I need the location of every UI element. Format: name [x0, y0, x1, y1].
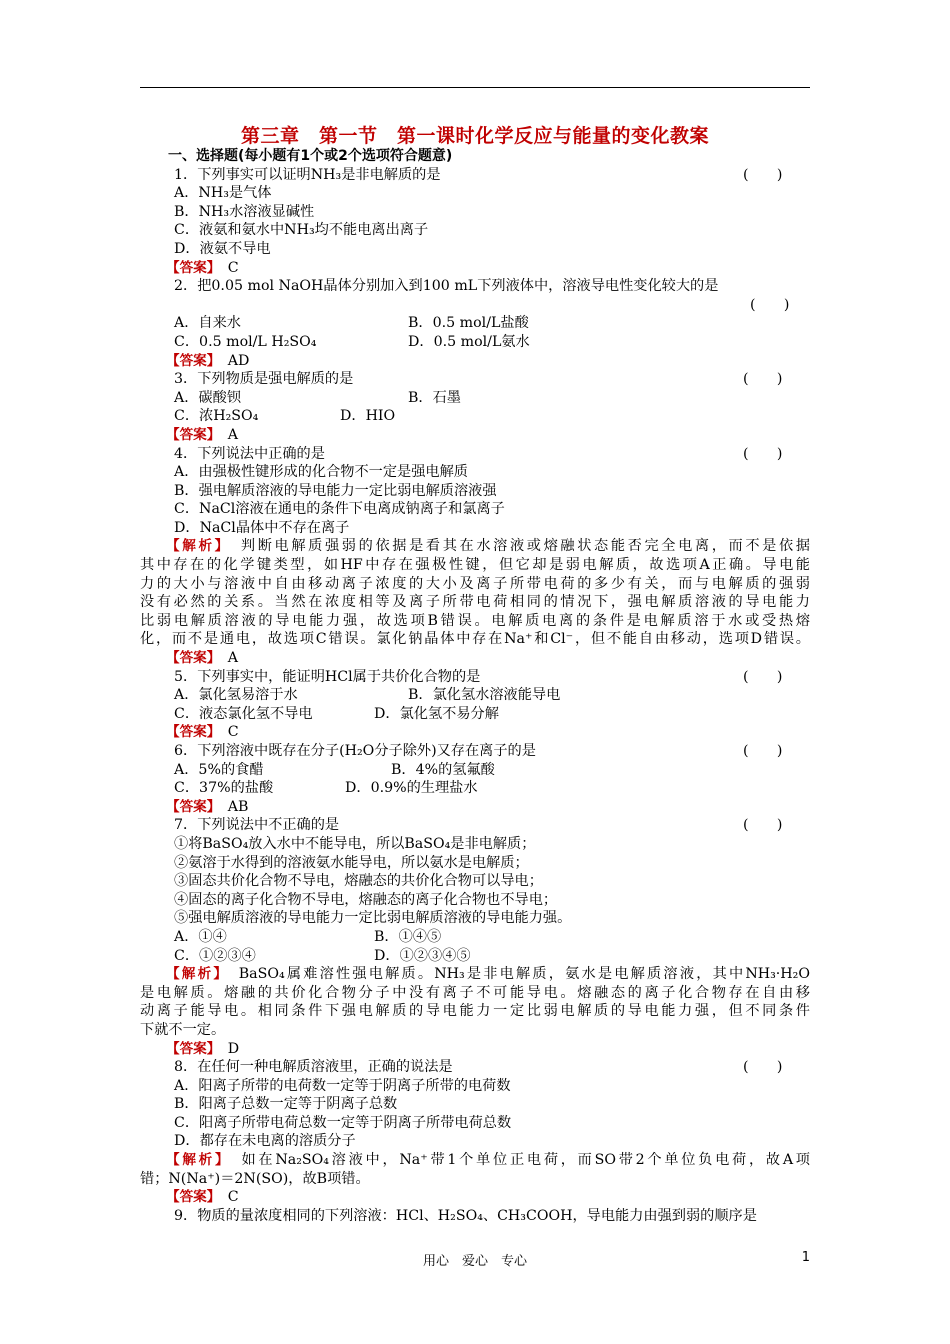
question-5-options-ab: A．氯化氢易溶于水 B．氯化氢水溶液能导电: [174, 687, 561, 704]
question-9-stem: 9．物质的量浓度相同的下列溶液：HCl、H₂SO₄、CH₃COOH，导电能力由强到弱的顺序是: [174, 1207, 757, 1224]
question-3-stem: 3．下列物质是强电解质的是 ( ): [174, 371, 783, 388]
question-4-analysis-line-3: 力的大小与溶液中自由移动离子浓度的大小及离子所带电荷的多少有关，而与电解质的强弱: [140, 575, 810, 592]
question-1-stem: 1．下列事实可以证明NH₃是非电解质的是 ( ): [174, 166, 783, 183]
question-6-answer: 【答案】 AB: [166, 798, 249, 815]
question-6-options-ab: A．5%的食醋 B．4%的氢氟酸: [174, 761, 495, 778]
question-4-option-d: D．NaCl晶体中不存在离子: [174, 519, 350, 536]
question-4-answer: 【答案】 A: [166, 650, 239, 667]
question-4-option-c: C．NaCl溶液在通电的条件下电离成钠离子和氯离子: [174, 501, 505, 518]
section-heading: 一、选择题(每小题有1个或2个选项符合题意): [168, 148, 453, 164]
question-8-option-d: D．都存在未电离的溶质分子: [174, 1133, 356, 1150]
question-7-options-cd: C．①②③④ D．①②③④⑤: [174, 947, 471, 964]
question-4-stem: 4．下列说法中正确的是 ( ): [174, 445, 783, 462]
page-title: 第三章 第一节 第一课时化学反应与能量的变化教案: [240, 125, 709, 147]
question-7-options-ab: A．①④ B．①④⑤: [174, 928, 442, 945]
question-1-option-c: C．液氨和氨水中NH₃均不能电离出离子: [174, 222, 429, 239]
question-8-analysis-line-1: 【解析】 如在Na₂SO₄溶液中，Na⁺带1个单位正电荷，而SO带2个单位负电荷，故A项: [166, 1152, 810, 1169]
question-1-option-a: A．NH₃是气体: [174, 185, 272, 202]
question-4-option-b: B．强电解质溶液的导电能力一定比弱电解质溶液强: [174, 482, 497, 499]
question-5-options-cd: C．液态氯化氢不导电 D．氯化氢不易分解: [174, 705, 499, 722]
question-7-answer: 【答案】 D: [166, 1040, 240, 1057]
question-4-analysis-line-6: 化，而不是通电，故选项C错误。氯化钠晶体中存在Na⁺和Cl⁻，但不能自由移动，选项D错误。: [140, 631, 810, 648]
question-7-statement-2: ②氨溶于水得到的溶液氨水能导电，所以氨水是电解质；: [174, 854, 529, 871]
question-7-stem: 7．下列说法中不正确的是 ( ): [174, 817, 783, 834]
question-5-stem: 5．下列事实中，能证明HCl属于共价化合物的是 ( ): [174, 668, 783, 685]
question-1-option-b: B．NH₃水溶液显碱性: [174, 203, 315, 220]
question-7-statement-4: ④固态的离子化合物不导电，熔融态的离子化合物也不导电；: [174, 891, 558, 908]
question-8-answer: 【答案】 C: [166, 1189, 239, 1206]
question-2-paren-line: ( ): [750, 296, 790, 313]
question-8-option-b: B．阳离子总数一定等于阴离子总数: [174, 1096, 398, 1113]
question-1-answer: 【答案】 C: [166, 259, 239, 276]
question-2-options-ab: A．自来水 B．0.5 mol/L盐酸: [174, 315, 529, 332]
question-8-analysis-line-2: 错；N(Na⁺)＝2N(SO)，故B项错。: [140, 1170, 370, 1187]
question-3-options-cd: C．浓H₂SO₄ D．HIO: [174, 408, 396, 425]
page-number: 1: [801, 1250, 810, 1265]
document-body: [140, 147, 810, 1225]
question-2-answer: 【答案】 AD: [166, 352, 250, 369]
question-4-analysis-line-1: 【解析】 判断电解质强弱的依据是看其在水溶液或熔融状态能否完全电离，而不是依据: [166, 538, 810, 555]
question-8-option-a: A．阳离子所带的电荷数一定等于阴离子所带的电荷数: [174, 1077, 511, 1094]
question-6-stem: 6．下列溶液中既存在分子(H₂O分子除外)又存在离子的是 ( ): [174, 743, 783, 759]
question-7-analysis-line-4: 下就不一定。: [140, 1021, 226, 1038]
question-7-statement-3: ③固态共价化合物不导电，熔融态的共价化合物可以导电；: [174, 873, 543, 890]
question-4-analysis-line-2: 其中存在的化学键类型，如HF中存在强极性键，但它却是弱电解质，故选项A正确。导电能: [140, 557, 810, 574]
question-8-stem: 8．在任何一种电解质溶液里，正确的说法是 ( ): [174, 1059, 783, 1076]
question-1-option-d: D．液氨不导电: [174, 240, 271, 257]
question-7-statement-5: ⑤强电解质溶液的导电能力一定比弱电解质溶液的导电能力强。: [174, 910, 572, 927]
question-6-options-cd: C．37%的盐酸 D．0.9%的生理盐水: [174, 780, 478, 797]
question-4-analysis-line-4: 没有必然的关系。当然在浓度相等及离子所带电荷相同的情况下，强电解质溶液的导电能力: [140, 594, 810, 611]
question-3-options-ab: A．碳酸钡 B．石墨: [174, 389, 461, 406]
question-7-statement-1: ①将BaSO₄放入水中不能导电，所以BaSO₄是非电解质；: [174, 835, 536, 852]
question-8-option-c: C．阳离子所带电荷总数一定等于阴离子所带电荷总数: [174, 1114, 512, 1131]
question-4-analysis-line-5: 比弱电解质溶液的导电能力强，故选项B错误。电解质电离的条件是电解质溶于水或受热熔: [140, 612, 810, 629]
header-rule: [140, 87, 810, 88]
question-7-analysis-line-3: 动离子能导电。相同条件下强电解质的导电能力一定比弱电解质的导电能力强，但不同条件: [140, 1003, 810, 1020]
question-4-option-a: A．由强极性键形成的化合物不一定是强电解质: [174, 464, 468, 481]
footer-motto: 用心 爱心 专心: [422, 1254, 527, 1269]
question-2-options-cd: C．0.5 mol/L H₂SO₄ D．0.5 mol/L氨水: [174, 333, 530, 350]
question-5-answer: 【答案】 C: [166, 724, 239, 741]
question-2-stem: 2．把0.05 mol NaOH晶体分别加入到100 mL下列液体中，溶液导电性变化较大的是: [174, 278, 719, 295]
question-7-analysis-line-2: 是电解质。熔融的共价化合物分子中没有离子不可能导电。熔融态的离子化合物存在自由移: [140, 984, 810, 1001]
question-3-answer: 【答案】 A: [166, 426, 239, 443]
question-7-analysis-line-1: 【解析】 BaSO₄属难溶性强电解质。NH₃是非电解质，氨水是电解质溶液，其中NH₃·H₂O: [166, 966, 810, 983]
